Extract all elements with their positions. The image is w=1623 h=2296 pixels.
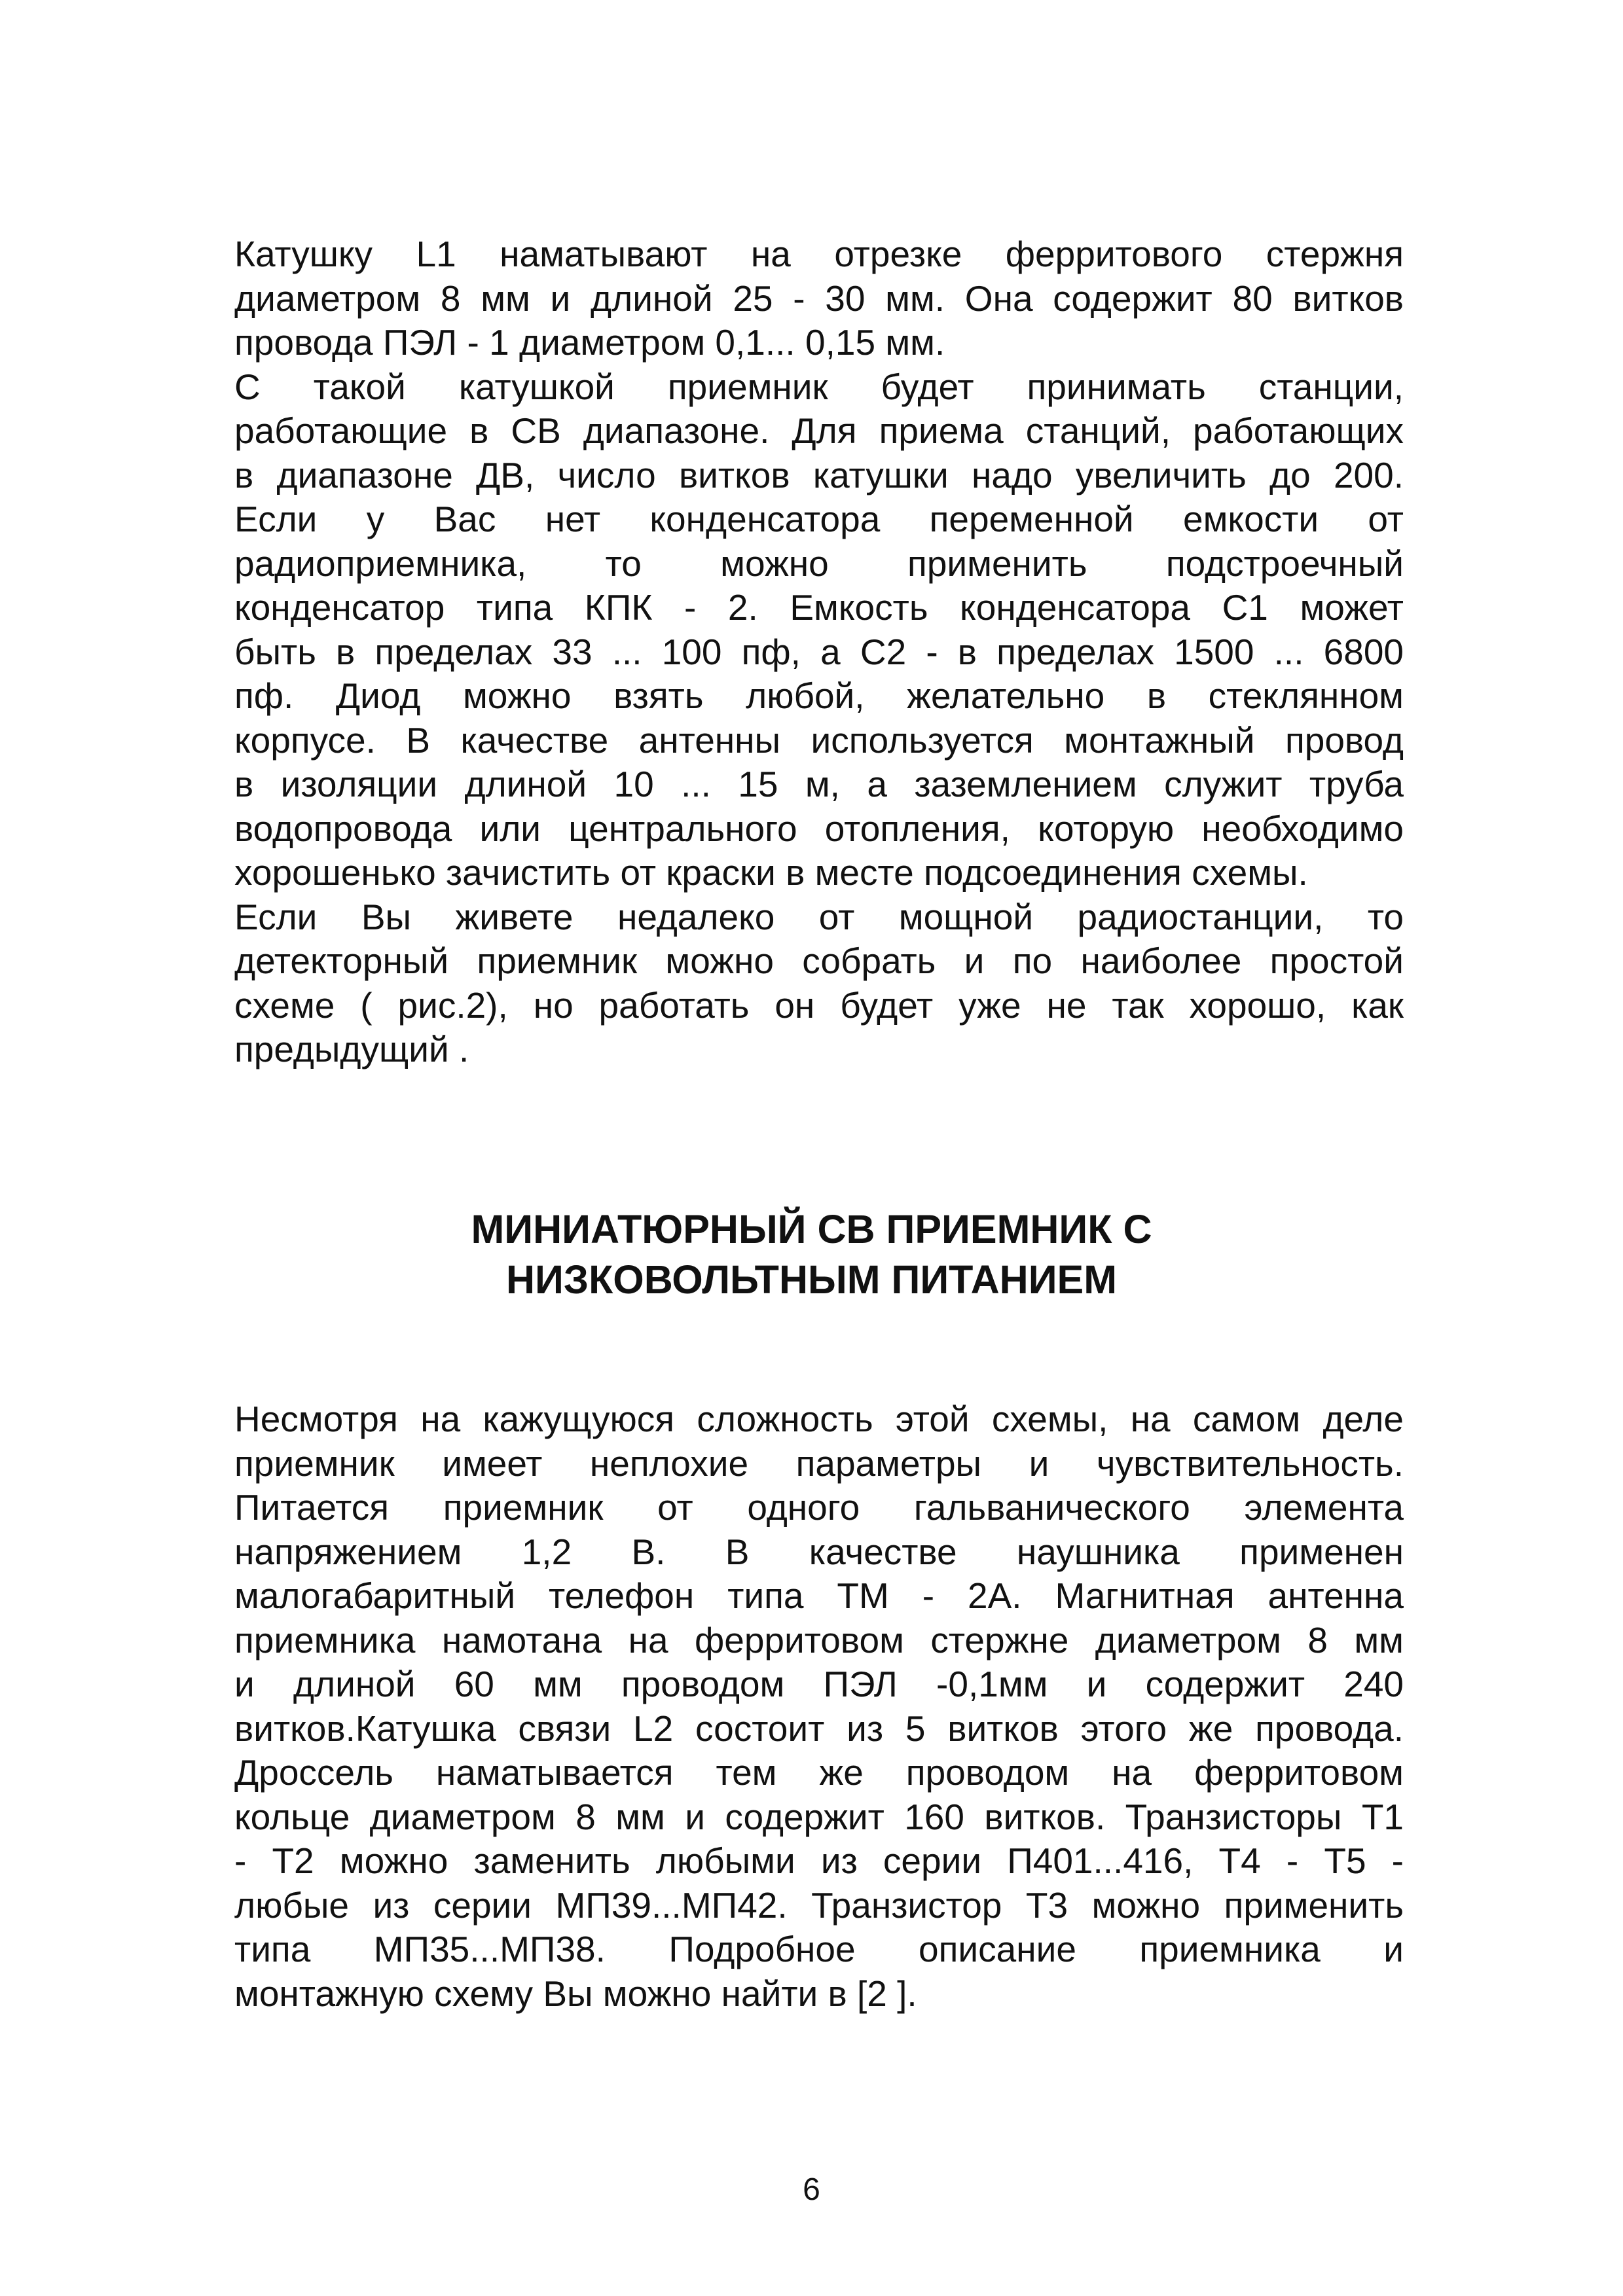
section-heading xyxy=(0,1204,1623,1305)
text-line: любые из серии МП39...МП42. Транзистор Т3 можно применить xyxy=(234,1884,1404,1926)
text-line: хорошенько зачистить от краски в месте подсоединения схемы. xyxy=(234,852,1308,893)
text-line: провода ПЭЛ - 1 диаметром 0,1... 0,15 мм. xyxy=(234,322,945,363)
text-line: приемник имеет неплохие параметры и чувствительность. xyxy=(234,1443,1404,1484)
section-heading-line-2: НИЗКОВОЛЬТНЫМ ПИТАНИЕМ xyxy=(505,1257,1118,1302)
text-line: радиоприемника, то можно применить подстроечный xyxy=(234,543,1404,584)
text-line: водопровода или центрального отопления, которую необходимо xyxy=(234,808,1404,849)
text-line: диаметром 8 мм и длиной 25 - 30 мм. Она содержит 80 витков xyxy=(234,278,1404,319)
text-line: работающие в СВ диапазоне. Для приема станций, работающих xyxy=(234,410,1404,451)
paragraph-receiver-description xyxy=(234,1397,1404,2016)
text-line: - Т2 можно заменить любыми из серии П401...416, Т4 - Т5 - xyxy=(234,1840,1404,1881)
text-line: конденсатор типа КПК - 2. Емкость конденсатора С1 может xyxy=(234,587,1404,628)
text-line: и длиной 60 мм проводом ПЭЛ -0,1мм и содержит 240 xyxy=(234,1664,1404,1704)
text-line: напряжением 1,2 В. В качестве наушника применен xyxy=(234,1531,1404,1572)
text-line: Если Вы живете недалеко от мощной радиостанции, то xyxy=(234,896,1404,937)
text-line: приемника намотана на ферритовом стержне диаметром 8 мм xyxy=(234,1619,1404,1660)
text-line: Дроссель наматывается тем же проводом на ферритовом xyxy=(234,1752,1404,1793)
text-line: кольце диаметром 8 мм и содержит 160 витков. Транзисторы Т1 xyxy=(234,1796,1404,1837)
paragraph-coil-and-antenna xyxy=(234,232,1404,1072)
text-line: предыдущий . xyxy=(234,1029,469,1069)
text-line: детекторный приемник можно собрать и по наиболее простой xyxy=(234,941,1404,981)
text-line: пф. Диод можно взять любой, желательно в стеклянном xyxy=(234,675,1404,716)
text-line: малогабаритный телефон типа ТМ - 2А. Магнитная антенна xyxy=(234,1575,1404,1616)
text-line: витков.Катушка связи L2 состоит из 5 витков этого же провода. xyxy=(234,1708,1404,1749)
section-heading-line-1: МИНИАТЮРНЫЙ СВ ПРИЕМНИК С xyxy=(471,1207,1152,1251)
text-line: быть в пределах 33 ... 100 пф, а С2 - в пределах 1500 ... 6800 xyxy=(234,631,1404,672)
text-line: Если у Вас нет конденсатора переменной емкости от xyxy=(234,499,1404,539)
text-line: монтажную схему Вы можно найти в [2 ]. xyxy=(234,1973,917,2014)
text-line: типа МП35...МП38. Подробное описание приемника и xyxy=(234,1929,1404,1969)
text-line: С такой катушкой приемник будет принимать станции, xyxy=(234,366,1404,407)
text-line: Питается приемник от одного гальванического элемента xyxy=(234,1487,1404,1528)
text-line: в изоляции длиной 10 ... 15 м, а заземлением служит труба xyxy=(234,764,1404,804)
text-line: схеме ( рис.2), но работать он будет уже не так хорошо, как xyxy=(234,984,1404,1026)
text-line: Несмотря на кажущуюся сложность этой схемы, на самом деле xyxy=(234,1399,1404,1439)
text-line: Катушку L1 наматывают на отрезке ферритового стержня xyxy=(234,234,1404,274)
text-line: корпусе. В качестве антенны используется монтажный провод xyxy=(234,719,1404,761)
page-number: 6 xyxy=(803,2172,820,2207)
text-line: в диапазоне ДВ, число витков катушки надо увеличить до 200. xyxy=(234,454,1404,495)
